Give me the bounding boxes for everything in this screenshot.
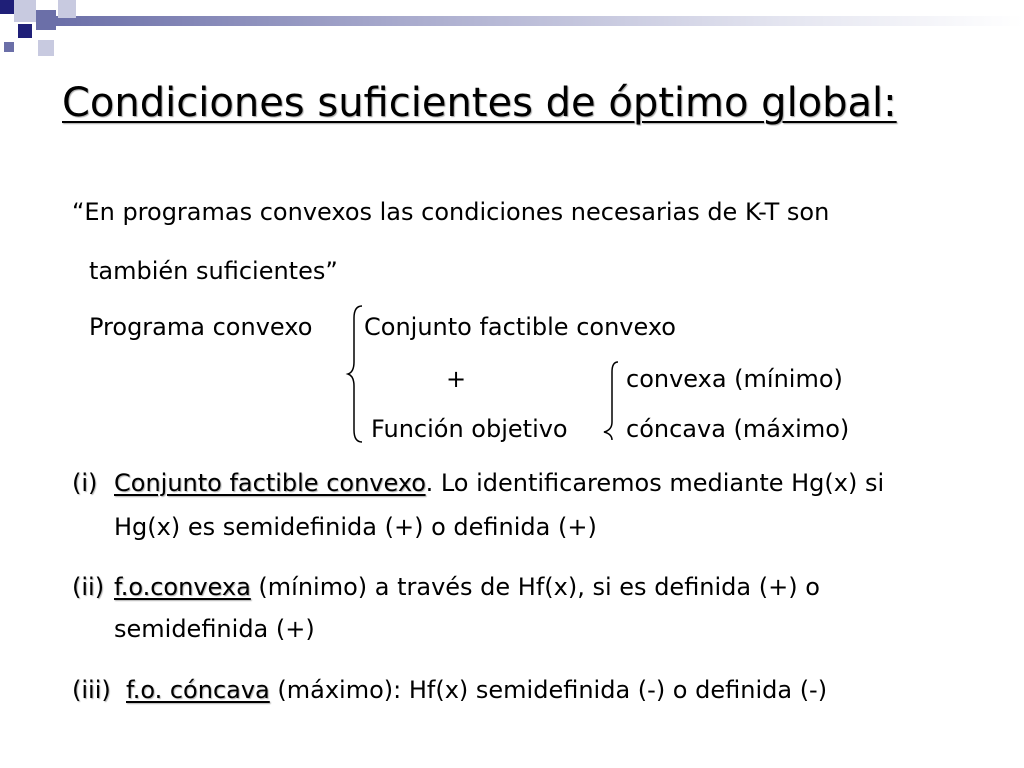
item-iii-emphasis: f.o. cóncava bbox=[126, 676, 270, 704]
item-iii-text: (máximo): Hf(x) semidefinida (-) o definida (-) bbox=[269, 676, 828, 704]
item-iii-line-1 bbox=[126, 675, 827, 705]
header-gradient-bar bbox=[56, 16, 1024, 26]
item-i-text: . Lo identificaremos mediante Hg(x) si bbox=[425, 469, 885, 497]
deco-square-dark bbox=[0, 0, 14, 14]
deco-square-light bbox=[58, 0, 76, 18]
objective-label: Función objetivo bbox=[371, 415, 568, 443]
quote-line-1: “En programas convexos las condiciones necesarias de K-T son bbox=[72, 198, 830, 226]
concave-label: cóncava (máximo) bbox=[626, 415, 850, 443]
program-label: Programa convexo bbox=[89, 313, 313, 341]
item-ii-text: (mínimo) a través de Hf(x), si es definida (+) o bbox=[250, 573, 820, 601]
slide-title: Condiciones suficientes de óptimo global: bbox=[62, 80, 897, 126]
item-marker-ii: (ii) bbox=[72, 573, 105, 601]
deco-square-light bbox=[38, 40, 54, 56]
deco-square-dark bbox=[18, 24, 32, 38]
convex-label: convexa (mínimo) bbox=[626, 365, 843, 393]
item-marker-iii: (iii) bbox=[72, 676, 111, 704]
set-label: Conjunto factible convexo bbox=[364, 313, 676, 341]
item-ii-line-2: semidefinida (+) bbox=[114, 615, 315, 643]
quote-line-2: también suficientes” bbox=[89, 257, 338, 285]
item-i-line-1 bbox=[114, 468, 884, 498]
right-brace bbox=[602, 360, 624, 442]
item-i-emphasis: Conjunto factible convexo bbox=[114, 469, 426, 497]
item-marker-i: (i) bbox=[72, 469, 98, 497]
item-i-line-2: Hg(x) es semidefinida (+) o definida (+) bbox=[114, 513, 597, 541]
deco-square-light bbox=[14, 0, 36, 22]
deco-square-mid bbox=[36, 10, 56, 30]
deco-square-dark bbox=[4, 42, 14, 52]
item-ii-emphasis: f.o.convexa bbox=[114, 573, 251, 601]
item-ii-line-1 bbox=[114, 572, 820, 602]
left-brace bbox=[346, 304, 366, 444]
plus-sign: + bbox=[446, 365, 467, 393]
